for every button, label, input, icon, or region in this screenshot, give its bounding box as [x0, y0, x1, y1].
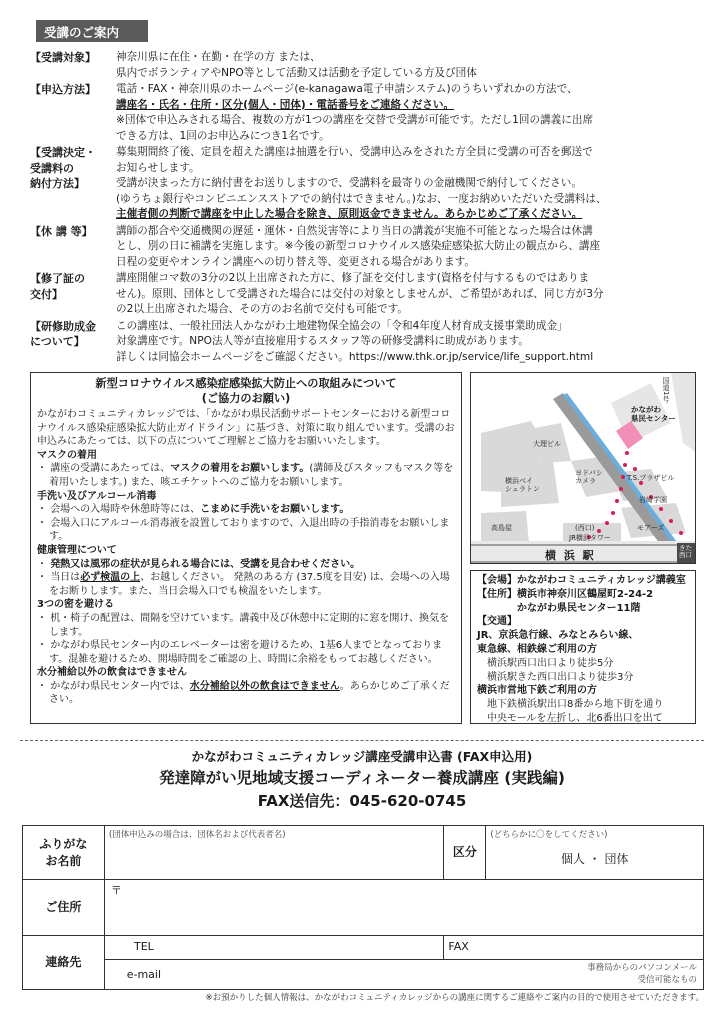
- info-label: 【研修助成金 について】: [30, 319, 96, 348]
- course-info: [30, 50, 700, 366]
- health-item: ・ 当日は必ず検温の上、お越しください。 発熱のある方 (37.5度を目安) は、会場への入場をお断りします。また、当日会場入口でも検温をいたします。: [37, 572, 450, 597]
- health-item: ・ 発熱又は風邪の症状が見られる場合には、受講を見合わせください。: [37, 558, 361, 570]
- map-label-block: 大理ビル: [533, 440, 561, 448]
- health-heading: 健康管理について: [37, 544, 117, 556]
- email-field[interactable]: [104, 960, 703, 990]
- address-field[interactable]: [104, 880, 703, 936]
- info-line: ※団体で申込みされる場合、複数の方が1つの講座を交替で受講が可能です。ただし1回の講義に出席: [116, 114, 594, 126]
- dense-heading: 3つの密を避ける: [37, 599, 114, 611]
- email-note: 事務局からのパソコンメール 受信可能なもの: [587, 963, 697, 985]
- food-item: ・ かながわ県民センター内では、水分補給以外の飲食はできません。あらかじめご了承ください。: [37, 680, 450, 706]
- info-label: 【申込方法】: [30, 83, 96, 96]
- subway-route: 中央モールを左折し、北6番出口を出て: [487, 712, 663, 724]
- fax-number: FAX送信先：045-620-0745: [257, 792, 467, 810]
- venue: 【会場】かながわコミュニティカレッジ講義室: [477, 575, 686, 586]
- info-line: できる方は、1回のお申込みにつき1名です。: [116, 129, 330, 142]
- map-label-block: 高島屋: [491, 524, 512, 532]
- map-label-block: JR横浜タワー: [569, 534, 611, 542]
- tel-label: TEL: [133, 940, 154, 953]
- map-label-block: モアーズ: [637, 524, 665, 532]
- tel-field[interactable]: [104, 936, 444, 960]
- walk-route: 横浜駅きた西口出口より徒歩3分: [487, 671, 634, 683]
- hand-heading: 手洗い及びアルコール消毒: [37, 490, 157, 502]
- info-line: 県内でボランティアやNPO等として活動又は活動を予定している方及び団体: [116, 66, 477, 79]
- map-label-block: T.S.プラザビル: [627, 474, 675, 482]
- rail-lines: JR、京浜急行線、みなとみらい線、: [477, 630, 639, 642]
- info-line: 受講が決まった方に納付書をお送りしますので、受講料を最寄りの金融機関で納付してください。: [116, 177, 582, 189]
- food-heading: 水分補給以外の飲食はできません: [37, 667, 187, 679]
- covid-notice: [30, 372, 462, 724]
- covid-title: 新型コロナウイルス感染症感染拡大防止への取組みについて: [95, 377, 397, 390]
- mask-item: ・ 講座の受講にあたっては、マスクの着用をお願いします。(講師及びスタッフもマスク等を着用いたします。) また、咳エチケットへのご協力をお願いします。: [37, 463, 454, 488]
- kubun-label: 区分: [444, 826, 486, 880]
- info-line: 講座開催コマ数の3分の2以上出席された方に、修了証を交付します(資格を付与するものではありま: [116, 272, 590, 284]
- info-label: 【受講決定・ 受講料の 納付方法】: [30, 146, 96, 190]
- application-form: [22, 825, 704, 990]
- info-line: せん)。原則、団体として受講された場合には交付の対象としませんが、ご希望があれば、同じ方が3分: [116, 287, 604, 300]
- subway-heading: 横浜市営地下鉄ご利用の方: [477, 685, 597, 697]
- info-line: 電話・FAX・神奈川県のホームページ(e-kanagawa電子申請システム)のうちいずれかの方法で、: [116, 83, 578, 95]
- fax-label: FAX: [448, 940, 469, 953]
- covid-subtitle: (ご協力のお願い): [201, 392, 291, 405]
- info-target: [30, 50, 700, 81]
- name-field[interactable]: (団体申込みの場合は、団体名および代表者名): [104, 826, 444, 880]
- building: かながわ県民センター11階: [517, 602, 641, 614]
- hand-item: ・ 会場への入場時や休憩時等には、こまめに手洗いをお願いします。: [37, 504, 350, 516]
- map-label-block: きた 西口: [679, 544, 692, 559]
- walk-route: 横浜駅西口出口より徒歩5分: [487, 657, 614, 669]
- info-line: 講師の都合や交通機関の遅延・運休・自然災害等により当日の講義が実施不可能となった場合は休講: [116, 224, 593, 237]
- info-label: 【休 講 等】: [30, 224, 93, 238]
- info-line: の2以上出席された場合、その方のお名前で交付も可能です。: [116, 303, 408, 315]
- form-header: [0, 748, 724, 812]
- map-label-block: 岩崎学園: [639, 496, 667, 504]
- privacy-note: ※お預かりした個人情報は、かながわコミュニティカレッジからの講座に関するご連絡やご案内の目的で使用させていただきます。: [205, 993, 704, 1003]
- address-label: ご住所: [23, 880, 105, 936]
- name-label: ふりがな お名前: [23, 826, 105, 880]
- info-apply: [30, 82, 700, 144]
- info-line: この講座は、一般社団法人かながわ土地建物保全協会の「令和4年度人材育成支援事業助成金」: [116, 319, 568, 332]
- postal-mark: 〒: [110, 884, 122, 897]
- subway-route: 地下鉄横浜駅出口8番から地下街を通り: [487, 699, 664, 711]
- cut-line: [20, 740, 704, 741]
- access-map: [470, 372, 696, 564]
- transport-heading: 【交通】: [477, 616, 517, 628]
- fax-field[interactable]: [444, 936, 704, 960]
- mask-heading: マスクの着用: [37, 449, 97, 461]
- info-line: 神奈川県に在住・在勤・在学の方 または、: [116, 51, 321, 63]
- rail-lines: 東急線、相鉄線ご利用の方: [477, 643, 597, 655]
- info-line: お知らせします。: [116, 161, 200, 174]
- hand-item: ・ 会場入口にアルコール消毒液を設置しておりますので、入退出時の手指消毒をお願いします。: [37, 517, 450, 543]
- info-line: 主催者側の判断で講座を中止した場合を除き、原則返金できません。あらかじめご了承ください。: [116, 208, 583, 220]
- info-line: 対象講座です。NPO法人等が直接雇用するスタッフ等の研修受講料に助成があります。: [116, 335, 529, 347]
- info-line: (ゆうちょ銀行やコンビニエンスストアでの納付はできません。)なお、一度お納めいただいた受講料は、: [116, 192, 607, 205]
- info-cancel: [30, 224, 700, 271]
- map-label-block: ヨドバシ カメラ: [575, 469, 603, 485]
- info-label: 【修了証の 交付】: [30, 272, 85, 301]
- info-line: とし、別の日に補講を実施します。※今後の新型コロナウイルス感染症感染拡大防止の観点から、講座: [116, 240, 601, 252]
- info-label: 【受講対象】: [30, 51, 96, 64]
- access-info: [470, 570, 696, 724]
- info-certificate: [30, 271, 700, 318]
- address: 【住所】横浜市神奈川区鶴屋町2-24-2: [477, 588, 654, 600]
- info-line: 募集期間終了後、定員を超えた講座は抽選を行い、受講申込みをされた方全員に受講の可否を郵送で: [116, 146, 593, 158]
- course-title: 発達障がい児地域支援コーディネーター養成講座 (実践編): [159, 769, 565, 787]
- contact-label: 連絡先: [23, 936, 105, 990]
- section-title: 受講のご案内: [36, 20, 148, 42]
- info-line: 講座名・氏名・住所・区分(個人・団体)・電話番号をご連絡ください。: [116, 98, 455, 111]
- map-label-block: 横浜ベイ シェラトン: [505, 477, 540, 493]
- kubun-options[interactable]: 個人 ・ 団体: [560, 852, 629, 866]
- info-grant: [30, 319, 700, 366]
- covid-intro: かながわコミュニティカレッジでは、「かながわ県民活動サポートセンターにおける新型コロナウイルス感染症感染拡大防止ガイドライン」に基づき、対策に取り組んでいます。受講のお申込みにあたっては、以下の点についてご理解とご協力をお願いいたします。: [37, 409, 455, 448]
- info-line: 日程の変更やオンライン講座への切り替え等、変更される場合があります。: [116, 255, 476, 268]
- email-label: e-mail: [126, 968, 162, 981]
- form-title: かながわコミュニティカレッジ講座受講申込書 (FAX申込用): [191, 749, 533, 764]
- dense-item: ・ かながわ県民センター内のエレベーターは密を避けるため、1基6人までとなっております。混雑を避けるため、開場時間をご確認の上、時間に余裕をもってお越しください。: [37, 640, 443, 665]
- kubun-field[interactable]: (どちらかに〇をしてください) 個人 ・ 団体: [486, 826, 704, 880]
- info-fee: [30, 145, 700, 223]
- dense-item: ・ 机・椅子の配置は、間隔を空けています。講義中及び休憩中に定期的に窓を開け、換気をします。: [37, 612, 449, 638]
- info-line[interactable]: 詳しくは同協会ホームページをご確認ください。https://www.thk.or.jp/service/life_support.html: [116, 350, 594, 363]
- map-label-kenmin: かながわ 県民センター: [631, 405, 676, 423]
- map-label-block: (西口): [575, 524, 595, 532]
- map-label-station: 横 浜 駅: [545, 549, 596, 562]
- map-label-road: 国道1号: [662, 377, 670, 403]
